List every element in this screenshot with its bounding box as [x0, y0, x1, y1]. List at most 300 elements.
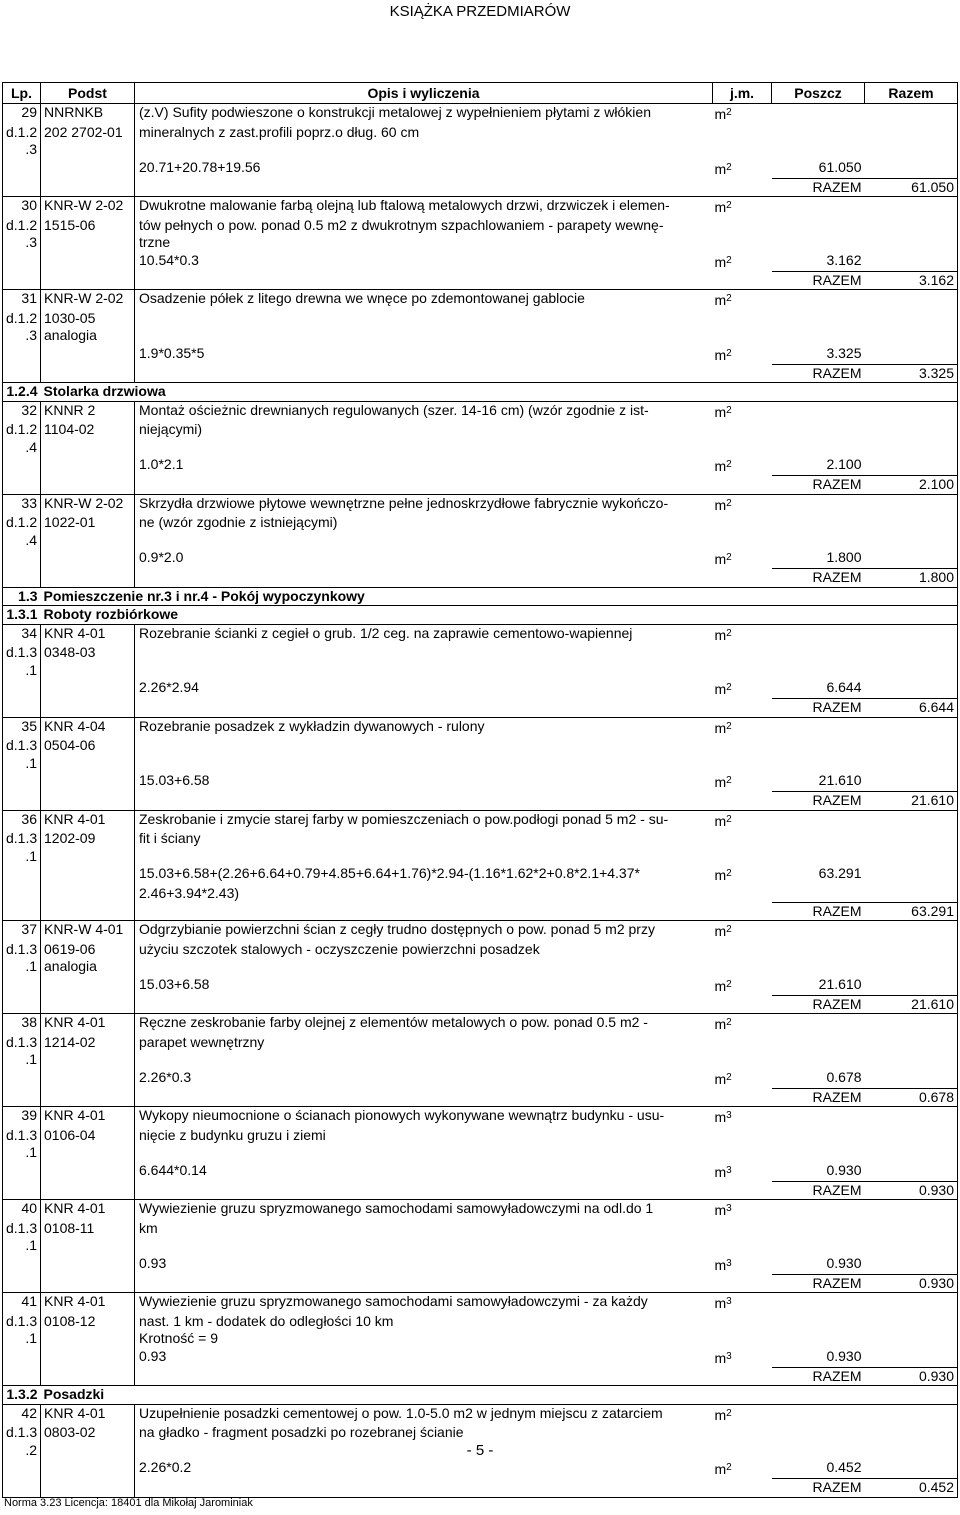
- section-title: Posadzki: [41, 1386, 958, 1405]
- item-description: Wywiezienie gruzu spryzmowanego samochodami samowyładowczymi - za każdy: [135, 1293, 713, 1313]
- item-razem-empty: [865, 141, 958, 159]
- item-pos-empty: [772, 141, 865, 159]
- item-calc-row: [3, 865, 958, 885]
- item-lp-empty: [3, 364, 41, 383]
- item-razem-empty: [865, 885, 958, 903]
- item-basis-empty: [41, 1479, 135, 1498]
- item-basis: [41, 662, 135, 680]
- item-lp-empty: [3, 976, 41, 996]
- item-basis-empty: [41, 271, 135, 290]
- item-desc-row: [3, 1220, 958, 1238]
- item-unit-empty: [713, 958, 772, 976]
- unit-base: m: [714, 346, 727, 363]
- item-pos-empty: [772, 1313, 865, 1331]
- item-calculation: 6.644*0.14: [139, 1161, 207, 1178]
- item-desc-empty: [135, 902, 713, 921]
- item-total: 2.100: [865, 476, 958, 495]
- unit-base: m: [714, 1016, 727, 1032]
- calc-unit: [713, 865, 772, 885]
- item-basis-empty: [41, 364, 135, 383]
- item-description: Zeskrobanie i zmycie starej farby w pomieszczeniach o pow.podłogi ponad 5 m2 - su-: [135, 810, 713, 830]
- item-lp: .1: [3, 1237, 41, 1255]
- col-header-lp: Lp.: [3, 83, 41, 104]
- item-pos-empty: [772, 421, 865, 439]
- item-desc-row: [3, 1034, 958, 1052]
- item-razem-empty: [865, 810, 958, 830]
- item-basis: [41, 234, 135, 252]
- item-basis: KNR-W 4-01: [41, 921, 135, 941]
- item-quantity: 21.610: [818, 975, 862, 992]
- section-row: [3, 606, 958, 625]
- item-basis-empty: [41, 1162, 135, 1182]
- item-basis: 1030-05: [41, 310, 135, 328]
- section-number: 1.2.4: [3, 383, 41, 402]
- item-description: [135, 327, 713, 345]
- item-lp: d.1.2: [3, 217, 41, 235]
- unit-exponent: 3: [726, 1257, 732, 1269]
- item-basis-empty: [41, 885, 135, 903]
- item-basis-empty: [41, 549, 135, 569]
- item-basis: KNR 4-01: [41, 1404, 135, 1424]
- item-pos-empty: [772, 1200, 865, 1220]
- item-pos-empty: [772, 494, 865, 514]
- item-total-row: [3, 902, 958, 921]
- item-desc-row: [3, 290, 958, 310]
- item-pos-empty: [772, 958, 865, 976]
- item-razem-empty: [865, 421, 958, 439]
- unit-base: m: [714, 551, 727, 567]
- item-razem-empty: [865, 1034, 958, 1052]
- item-lp: .1: [3, 1330, 41, 1348]
- unit-exponent: 2: [726, 1462, 732, 1473]
- item-unit-empty: [713, 1220, 772, 1238]
- item-razem-empty: [865, 234, 958, 252]
- item-pos-empty: [772, 662, 865, 680]
- item-calc-row: [3, 1459, 958, 1479]
- item-pos-empty: [772, 1127, 865, 1145]
- item-razem-empty: [865, 1255, 958, 1275]
- unit-exponent: 2: [726, 775, 732, 786]
- item-unit: [713, 1200, 772, 1220]
- item-calc-row: [3, 1069, 958, 1089]
- item-lp: 31: [3, 290, 41, 310]
- razem-label: RAZEM: [772, 699, 865, 718]
- item-total-row: [3, 476, 958, 495]
- item-unit-empty: [713, 995, 772, 1014]
- item-lp-empty: [3, 1459, 41, 1479]
- calc-unit: [713, 1459, 772, 1479]
- item-razem-empty: [865, 1293, 958, 1313]
- item-total-row: [3, 1479, 958, 1498]
- item-total-row: [3, 792, 958, 811]
- item-razem-empty: [865, 1330, 958, 1348]
- section-row: [3, 587, 958, 606]
- item-razem-empty: [865, 644, 958, 662]
- item-description: fit i ściany: [139, 830, 201, 846]
- item-basis-empty: [41, 159, 135, 179]
- item-razem-empty: [865, 401, 958, 421]
- calc-unit: [713, 1255, 772, 1275]
- unit-exponent: 2: [726, 404, 732, 416]
- item-quantity: 3.325: [826, 344, 862, 361]
- item-description: Ręczne zeskrobanie farby olejnej z elementów metalowych o pow. ponad 0.5 m2 -: [135, 1014, 713, 1034]
- item-lp: .1: [3, 662, 41, 680]
- item-lp: d.1.2: [3, 124, 41, 142]
- item-basis-empty: [41, 976, 135, 996]
- item-lp: 33: [3, 494, 41, 514]
- unit-base: m: [714, 458, 727, 474]
- item-basis: 0348-03: [41, 644, 135, 662]
- unit-exponent: 2: [726, 1407, 732, 1419]
- item-unit-empty: [713, 421, 772, 439]
- unit-base: m: [714, 719, 727, 736]
- item-lp: 42: [3, 1404, 41, 1424]
- calc-unit: [713, 159, 772, 179]
- item-razem-empty: [865, 439, 958, 457]
- item-calc-row: [3, 549, 958, 569]
- item-pos-empty: [772, 124, 865, 142]
- item-desc-row: [3, 532, 958, 550]
- item-basis-empty: [41, 865, 135, 885]
- item-unit-empty: [713, 364, 772, 383]
- item-basis: KNR 4-01: [41, 1014, 135, 1034]
- item-desc-row: [3, 310, 958, 328]
- item-unit-empty: [713, 327, 772, 345]
- item-description: [135, 644, 713, 662]
- item-unit-empty: [713, 1127, 772, 1145]
- item-total: 63.291: [865, 902, 958, 921]
- item-lp-empty: [3, 865, 41, 885]
- item-desc-row: [3, 124, 958, 142]
- item-desc-empty: [135, 476, 713, 495]
- item-unit: [713, 1107, 772, 1127]
- unit-base: m: [714, 867, 727, 883]
- item-unit: [713, 1014, 772, 1034]
- item-basis: NNRNKB: [41, 104, 135, 124]
- item-basis-empty: [41, 995, 135, 1014]
- item-lp: .3: [3, 234, 41, 252]
- item-lp-empty: [3, 1479, 41, 1498]
- item-calculation: 0.93: [139, 1347, 167, 1364]
- item-basis: [41, 1237, 135, 1255]
- item-desc-row: [3, 662, 958, 680]
- item-lp: 35: [3, 717, 41, 737]
- item-description: nast. 1 km - dodatek do odległości 10 km: [139, 1312, 394, 1329]
- item-razem-empty: [865, 1237, 958, 1255]
- item-desc-row: [3, 141, 958, 159]
- item-pos-empty: [772, 514, 865, 532]
- unit-base: m: [714, 1349, 727, 1366]
- unit-base: m: [714, 1163, 727, 1180]
- item-razem-empty: [865, 159, 958, 179]
- item-razem-empty: [865, 958, 958, 976]
- item-unit-empty: [713, 1237, 772, 1255]
- calc-unit: [713, 252, 772, 272]
- item-unit-empty: [713, 1181, 772, 1200]
- item-razem-empty: [865, 865, 958, 885]
- item-desc-row: [3, 624, 958, 644]
- razem-label: RAZEM: [772, 1088, 865, 1107]
- item-desc-row: [3, 217, 958, 235]
- unit-base: m: [714, 681, 727, 697]
- item-razem-empty: [865, 1051, 958, 1069]
- unit-base: m: [714, 292, 727, 308]
- item-razem-empty: [865, 1424, 958, 1442]
- item-calculation: 0.9*2.0: [139, 549, 184, 565]
- item-lp: d.1.3: [3, 1313, 41, 1331]
- item-basis: KNR 4-04: [41, 717, 135, 737]
- razem-label: RAZEM: [772, 792, 865, 811]
- razem-label: RAZEM: [772, 902, 865, 921]
- item-pos-empty: [772, 1293, 865, 1313]
- item-description: niejącymi): [139, 421, 203, 437]
- item-razem-empty: [865, 921, 958, 941]
- item-description: parapet wewnętrzny: [139, 1033, 265, 1050]
- item-razem-empty: [865, 197, 958, 217]
- item-desc-empty: [135, 178, 713, 197]
- item-unit: [713, 197, 772, 217]
- item-basis: [41, 141, 135, 159]
- unit-exponent: 3: [726, 1203, 732, 1214]
- item-quantity: 6.644: [826, 679, 862, 695]
- unit-exponent: 3: [726, 1350, 732, 1362]
- item-lp-empty: [3, 345, 41, 365]
- item-calc-row: [3, 456, 958, 476]
- item-razem-empty: [865, 1200, 958, 1220]
- item-pos-empty: [772, 1014, 865, 1034]
- item-desc-empty: [135, 699, 713, 718]
- item-total-row: [3, 995, 958, 1014]
- item-unit-empty: [713, 885, 772, 903]
- unit-base: m: [714, 403, 727, 420]
- item-unit: [713, 1404, 772, 1424]
- item-total-row: [3, 1181, 958, 1200]
- item-description: [135, 1237, 713, 1255]
- item-pos-empty: [772, 197, 865, 217]
- item-calc-row: [3, 252, 958, 272]
- item-basis-empty: [41, 1088, 135, 1107]
- item-razem-empty: [865, 217, 958, 235]
- item-lp-empty: [3, 885, 41, 903]
- item-desc-row: [3, 941, 958, 959]
- item-calculation: 15.03+6.58+(2.26+6.64+0.79+4.85+6.64+1.76)*2.94-(1.16*1.62*2+0.8*2.1+4.37*: [139, 865, 640, 881]
- item-unit-empty: [713, 1088, 772, 1107]
- item-basis: KNR 4-01: [41, 1107, 135, 1127]
- item-total-row: [3, 699, 958, 718]
- unit-exponent: 2: [726, 347, 732, 359]
- item-lp: 36: [3, 810, 41, 830]
- item-lp-empty: [3, 271, 41, 290]
- item-calc-row: [3, 345, 958, 365]
- item-calc-row: [3, 772, 958, 792]
- item-razem-empty: [865, 1162, 958, 1182]
- item-pos-empty: [772, 1051, 865, 1069]
- item-desc-row: [3, 1014, 958, 1034]
- item-lp: d.1.3: [3, 1220, 41, 1238]
- item-description: Montaż ościeżnic drewnianych regulowanych (szer. 14-16 cm) (wzór zgodnie z ist-: [135, 401, 713, 421]
- item-pos-empty: [772, 1034, 865, 1052]
- item-description: [135, 532, 713, 550]
- item-razem-empty: [865, 1313, 958, 1331]
- item-lp: d.1.2: [3, 310, 41, 328]
- item-unit-empty: [713, 310, 772, 328]
- item-unit: [713, 494, 772, 514]
- item-calc-row: [3, 1348, 958, 1368]
- item-calculation: 1.9*0.35*5: [139, 344, 205, 361]
- item-lp: d.1.3: [3, 644, 41, 662]
- unit-base: m: [714, 1202, 727, 1218]
- item-unit: [713, 401, 772, 421]
- col-header-unit: j.m.: [713, 83, 772, 104]
- item-desc-row: [3, 830, 958, 848]
- item-lp: 30: [3, 197, 41, 217]
- item-description: [135, 755, 713, 773]
- item-razem-empty: [865, 662, 958, 680]
- item-unit-empty: [713, 1144, 772, 1162]
- item-basis-empty: [41, 792, 135, 811]
- item-unit-empty: [713, 532, 772, 550]
- item-desc-row: [3, 494, 958, 514]
- item-basis: [41, 1051, 135, 1069]
- item-razem-empty: [865, 755, 958, 773]
- item-quantity: 21.610: [818, 772, 862, 788]
- item-unit-empty: [713, 830, 772, 848]
- item-unit: [713, 810, 772, 830]
- unit-base: m: [714, 496, 727, 513]
- item-calc-row: [3, 1255, 958, 1275]
- item-lp-empty: [3, 569, 41, 588]
- item-total-row: [3, 1274, 958, 1293]
- item-pos-empty: [772, 1424, 865, 1442]
- item-razem-empty: [865, 830, 958, 848]
- item-basis-empty: [41, 1069, 135, 1089]
- unit-exponent: 2: [726, 924, 732, 935]
- unit-exponent: 2: [726, 552, 732, 563]
- item-basis: KNR 4-01: [41, 1200, 135, 1220]
- item-razem-empty: [865, 124, 958, 142]
- item-description: Dwukrotne malowanie farbą olejną lub ftalową metalowych drzwi, drzwiczek i elemen-: [135, 197, 713, 217]
- unit-exponent: 2: [726, 627, 732, 639]
- item-lp: .4: [3, 439, 41, 457]
- item-basis: 0108-11: [41, 1220, 135, 1238]
- item-quantity: 0.452: [826, 1459, 862, 1475]
- item-calc-row: [3, 1162, 958, 1182]
- item-razem-empty: [865, 941, 958, 959]
- item-lp-empty: [3, 252, 41, 272]
- item-basis: KNR-W 2-02: [41, 290, 135, 310]
- item-unit-empty: [713, 737, 772, 755]
- item-razem-empty: [865, 772, 958, 792]
- item-pos-empty: [772, 1144, 865, 1162]
- unit-base: m: [714, 160, 727, 177]
- item-razem-empty: [865, 1127, 958, 1145]
- item-pos-empty: [772, 327, 865, 345]
- item-lp-empty: [3, 772, 41, 792]
- item-basis: KNR 4-01: [41, 624, 135, 644]
- item-basis: [41, 532, 135, 550]
- razem-label: RAZEM: [772, 1274, 865, 1293]
- unit-base: m: [714, 977, 727, 994]
- item-desc-row: [3, 958, 958, 976]
- item-calc-row: [3, 679, 958, 699]
- item-desc-empty: [135, 569, 713, 588]
- item-pos-empty: [772, 1330, 865, 1348]
- item-desc-row: [3, 755, 958, 773]
- item-total-row: [3, 1088, 958, 1107]
- unit-base: m: [714, 1461, 727, 1477]
- section-row: [3, 383, 958, 402]
- col-header-razem: Razem: [865, 83, 958, 104]
- item-razem-empty: [865, 1220, 958, 1238]
- item-basis: [41, 755, 135, 773]
- section-number: 1.3.2: [3, 1386, 41, 1405]
- item-desc-row: [3, 1127, 958, 1145]
- item-unit-empty: [713, 792, 772, 811]
- item-desc-row: [3, 644, 958, 662]
- item-razem-empty: [865, 1459, 958, 1479]
- item-total: 6.644: [865, 699, 958, 718]
- item-lp: 41: [3, 1293, 41, 1313]
- item-basis-empty: [41, 569, 135, 588]
- item-unit-empty: [713, 941, 772, 959]
- item-razem-empty: [865, 252, 958, 272]
- unit-base: m: [714, 1070, 727, 1087]
- item-desc-row: [3, 1330, 958, 1348]
- item-lp: .3: [3, 327, 41, 345]
- item-calc-row: [3, 976, 958, 996]
- item-unit-empty: [713, 217, 772, 235]
- item-lp: 32: [3, 401, 41, 421]
- item-basis: 0619-06: [41, 941, 135, 959]
- item-total: 21.610: [865, 792, 958, 811]
- calc-unit: [713, 976, 772, 996]
- razem-label: RAZEM: [772, 995, 865, 1014]
- item-razem-empty: [865, 290, 958, 310]
- item-pos-empty: [772, 1220, 865, 1238]
- item-pos-empty: [772, 885, 865, 903]
- item-unit-empty: [713, 644, 772, 662]
- item-desc-empty: [135, 1181, 713, 1200]
- item-basis-empty: [41, 476, 135, 495]
- item-pos-empty: [772, 737, 865, 755]
- item-desc-empty: [135, 1274, 713, 1293]
- item-calculation: 10.54*0.3: [139, 251, 199, 268]
- item-lp-empty: [3, 1181, 41, 1200]
- item-razem-empty: [865, 514, 958, 532]
- item-lp: d.1.2: [3, 421, 41, 439]
- item-razem-empty: [865, 1107, 958, 1127]
- license-footer: Norma 3.23 Licencja: 18401 dla Mikołaj Jarominiak: [4, 1497, 253, 1509]
- item-lp-empty: [3, 159, 41, 179]
- item-pos-empty: [772, 624, 865, 644]
- item-lp-empty: [3, 1162, 41, 1182]
- item-total-row: [3, 569, 958, 588]
- item-total: 0.930: [865, 1181, 958, 1200]
- item-total: 1.800: [865, 569, 958, 588]
- item-lp: 39: [3, 1107, 41, 1127]
- item-description: na gładko - fragment posadzki po rozebranej ścianie: [139, 1424, 464, 1440]
- item-desc-empty: [135, 364, 713, 383]
- item-basis: KNR 4-01: [41, 1293, 135, 1313]
- item-total: 61.050: [865, 178, 958, 197]
- item-lp-empty: [3, 1274, 41, 1293]
- unit-exponent: 2: [726, 107, 732, 118]
- item-calculation: 1.0*2.1: [139, 456, 184, 472]
- item-pos-empty: [772, 755, 865, 773]
- item-calculation: 2.26*0.3: [139, 1068, 192, 1085]
- unit-exponent: 2: [726, 161, 732, 173]
- item-lp-empty: [3, 1367, 41, 1386]
